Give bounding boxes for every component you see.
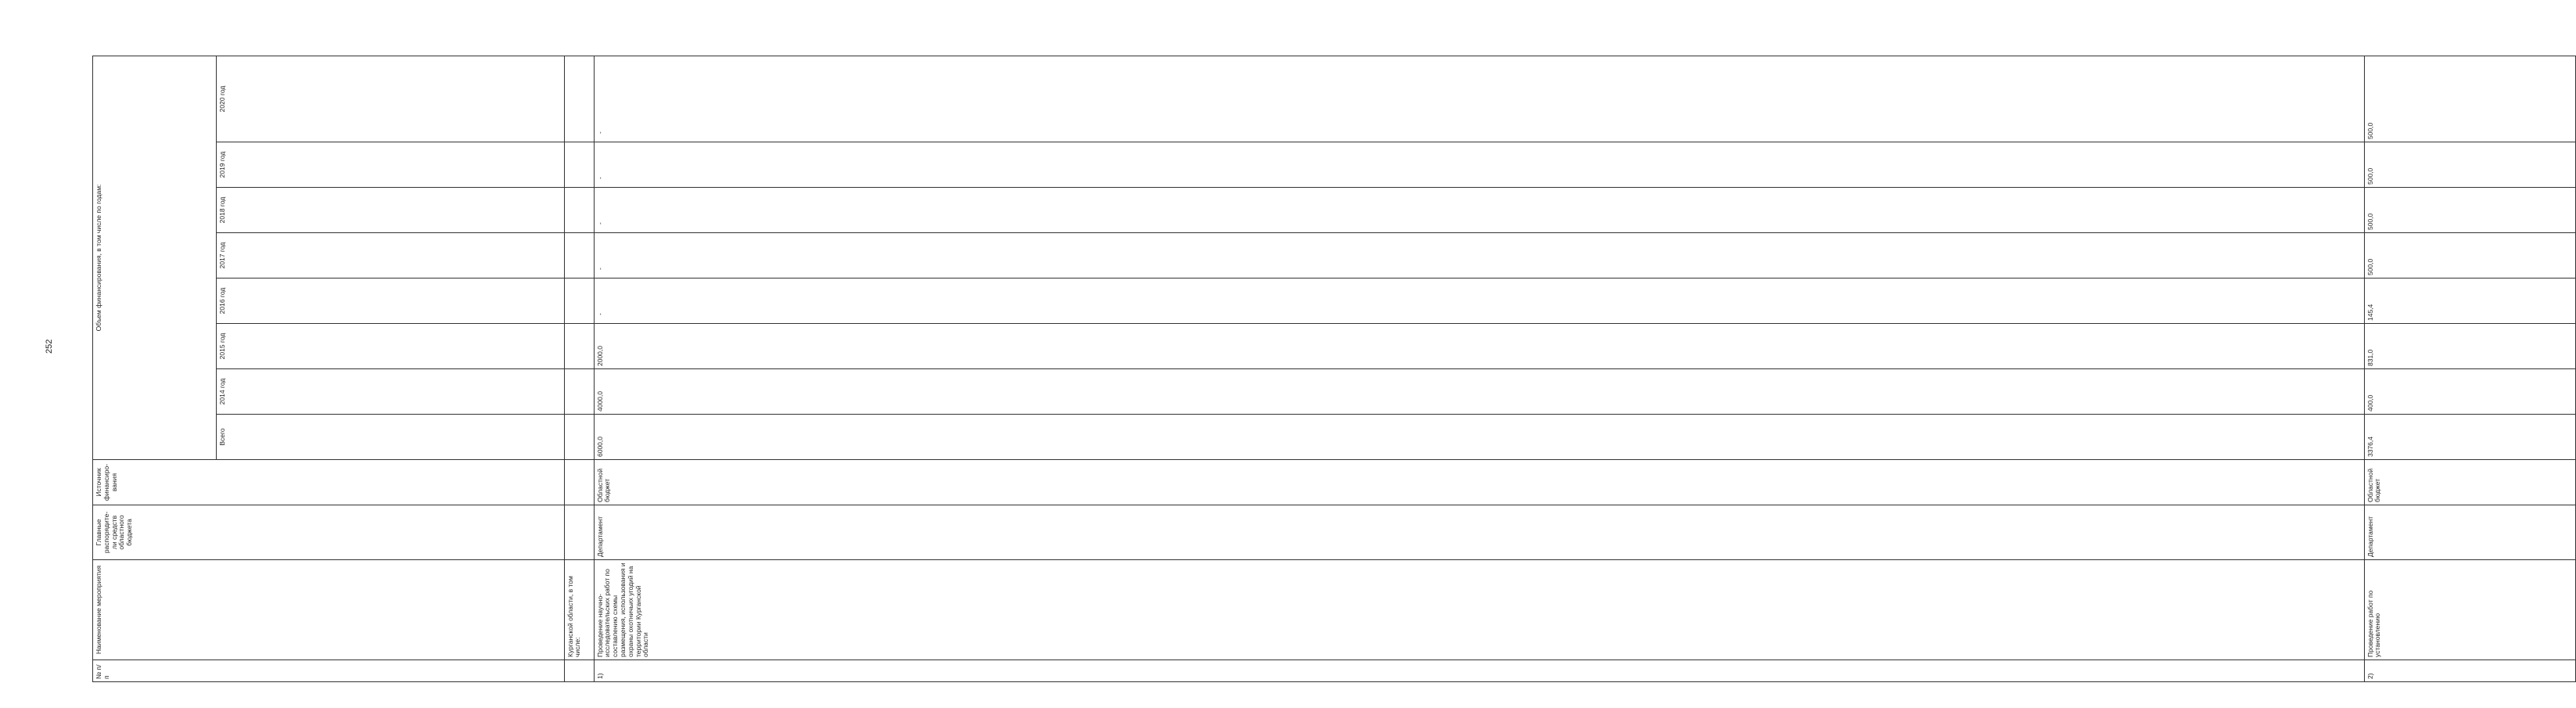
header-year: 2017 год	[216, 233, 564, 279]
row-name: Курганской области, в том числе:	[564, 560, 594, 660]
row-total	[564, 415, 594, 460]
row-year	[564, 56, 594, 142]
row-year	[564, 369, 594, 415]
row-year	[564, 324, 594, 369]
row-source	[564, 460, 594, 505]
header-year: 2014 год	[216, 369, 564, 415]
row-year: 2000,0	[594, 324, 2364, 369]
row-manager	[564, 505, 594, 560]
row-manager: Департамент	[594, 505, 2364, 560]
row-year	[564, 188, 594, 233]
row-year: 500,0	[2364, 142, 2576, 188]
row-year: 500,0	[2364, 56, 2576, 142]
row-name: Проведение работ по установлению	[2364, 560, 2576, 660]
header-total: Всего	[216, 415, 564, 460]
header-managers: Главные распорядите-ли средств областного бюджета	[93, 505, 565, 560]
row-year: 145,4	[2364, 279, 2576, 324]
row-year: 400,0	[2364, 369, 2576, 415]
financing-table	[92, 56, 2576, 682]
row-year	[564, 142, 594, 188]
row-manager: Департамент	[2364, 505, 2576, 560]
row-total: 3376,4	[2364, 415, 2576, 460]
page-number: 252	[45, 339, 54, 354]
row-year: -	[594, 56, 2364, 142]
row-total: 6000,0	[594, 415, 2364, 460]
row-year: 500,0	[2364, 188, 2576, 233]
row-year: -	[594, 142, 2364, 188]
row-num	[564, 660, 594, 682]
header-year: 2016 год	[216, 279, 564, 324]
row-name: Проведение научно-исследовательских работ по составлению схемы размещения, использования и охраны охотничьих угодий на территории Курганской области	[594, 560, 2364, 660]
table-row	[2364, 56, 2576, 681]
row-year: 4000,0	[594, 369, 2364, 415]
header-volume: Объем финансирования, в том числе по годам:	[93, 56, 217, 459]
row-year: 831,0	[2364, 324, 2576, 369]
row-num: 2)	[2364, 660, 2576, 682]
row-year	[564, 233, 594, 279]
header-name: Наименование мероприятия	[93, 560, 565, 660]
header-source: Источник финансиро-вания	[93, 460, 565, 505]
rotated-page-content	[92, 56, 2382, 682]
header-year: 2015 год	[216, 324, 564, 369]
row-source: Областной бюджет	[594, 460, 2364, 505]
header-year: 2019 год	[216, 142, 564, 188]
header-num: № п/п	[93, 660, 565, 682]
header-year: 2018 год	[216, 188, 564, 233]
row-year: -	[594, 188, 2364, 233]
row-year: -	[594, 279, 2364, 324]
row-year: 500,0	[2364, 233, 2576, 279]
header-row-1	[93, 56, 217, 681]
table-row	[594, 56, 2364, 681]
row-year	[564, 279, 594, 324]
header-year: 2020 год	[216, 56, 564, 142]
row-num: 1)	[594, 660, 2364, 682]
row-source: Областной бюджет	[2364, 460, 2576, 505]
row-year: -	[594, 233, 2364, 279]
table-row	[564, 56, 594, 681]
